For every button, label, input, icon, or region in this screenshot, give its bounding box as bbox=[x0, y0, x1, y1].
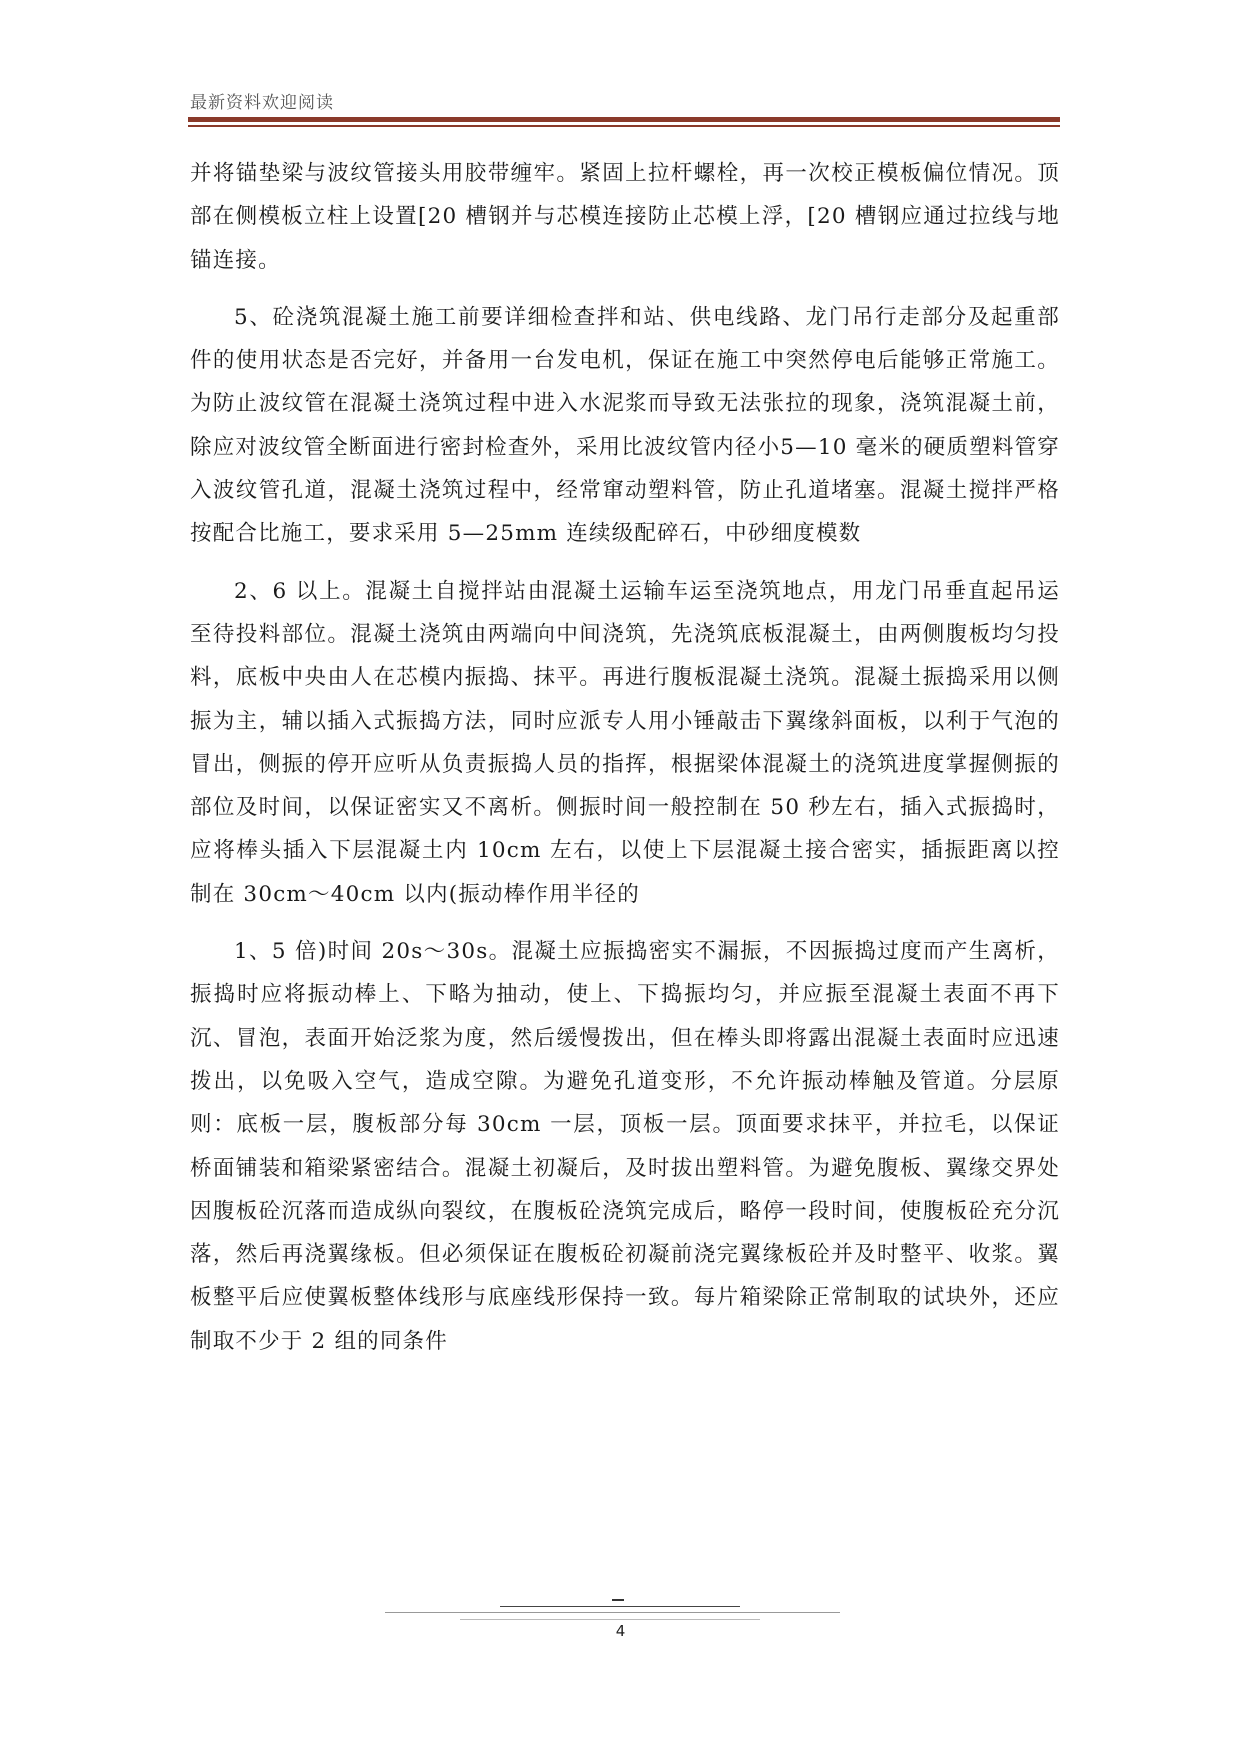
paragraph: 2、6 以上。混凝土自搅拌站由混凝土运输车运至浇筑地点，用龙门吊垂直起吊运至待投料部位。混凝土浇筑由两端向中间浇筑，先浇筑底板混凝土，由两侧腹板均匀投料，底板中央由人在芯模内振捣、抹平。再进行腹板混凝土浇筑。混凝土振捣采用以侧振为主，辅以插入式振捣方法，同时应派专人用小锤敲击下翼缘斜面板，以利于气泡的冒出，侧振的停开应听从负责振捣人员的指挥，根据梁体混凝土的浇筑进度掌握侧振的部位及时间，以保证密实又不离析。侧振时间一般控制在 50 秒左右，插入式振捣时，应将棒头插入下层混凝土内 10cm 左右，以使上下层混凝土接合密实，插振距离以控制在 30cm～40cm 以内(振动棒作用半径的 bbox=[190, 578, 1060, 907]
paragraph: 1、5 倍)时间 20s～30s。混凝土应振捣密实不漏振，不因振捣过度而产生离析，振捣时应将振动棒上、下略为抽动，使上、下捣振均匀，并应振至混凝土表面不再下沉、冒泡，表面开始泛浆为度，然后缓慢拨出，但在棒头即将露出混凝土表面时应迅速拨出，以免吸入空气，造成空隙。为避免孔道变形，不允许振动棒触及管道。分层原则：底板一层，腹板部分每 30cm 一层，顶板一层。顶面要求抹平，并拉毛，以保证桥面铺装和箱梁紧密结合。混凝土初凝后，及时拔出塑料管。为避免腹板、翼缘交界处因腹板砼沉落而造成纵向裂纹，在腹板砼浇筑完成后，略停一段时间，使腹板砼充分沉落，然后再浇翼缘板。但必须保证在腹板砼初凝前浇完翼缘板砼并及时整平、收浆。翼板整平后应使翼板整体线形与底座线形保持一致。每片箱梁除正常制取的试块外，还应制取不少于 2 组的同条件 bbox=[190, 939, 1060, 1354]
footer-rule bbox=[500, 1606, 740, 1607]
footer-rule bbox=[460, 1619, 760, 1620]
page-number: 4 bbox=[615, 1622, 626, 1640]
footer-rule bbox=[385, 1612, 840, 1613]
header-rule-thin bbox=[188, 125, 1060, 127]
paragraph: 并将锚垫梁与波纹管接头用胶带缠牢。紧固上拉杆螺栓，再一次校正模板偏位情况。顶部在侧模板立柱上设置[20 槽钢并与芯模连接防止芯模上浮，[20 槽钢应通过拉线与地锚连接。 bbox=[190, 161, 1060, 273]
body-text bbox=[190, 152, 1060, 1377]
paragraph: 5、砼浇筑混凝土施工前要详细检查拌和站、供电线路、龙门吊行走部分及起重部件的使用状态是否完好，并备用一台发电机，保证在施工中突然停电后能够正常施工。为防止波纹管在混凝土浇筑过程中进入水泥浆而导致无法张拉的现象，浇筑混凝土前，除应对波纹管全断面进行密封检查外，采用比波纹管内径小5—10 毫米的硬质塑料管穿入波纹管孔道，混凝土浇筑过程中，经常窜动塑料管，防止孔道堵塞。混凝土搅拌严格按配合比施工，要求采用 5—25mm 连续级配碎石，中砂细度模数 bbox=[190, 304, 1060, 547]
footer-dash bbox=[612, 1599, 624, 1601]
page-header-text: 最新资料欢迎阅读 bbox=[190, 93, 334, 113]
header-rule-thick bbox=[188, 117, 1060, 122]
